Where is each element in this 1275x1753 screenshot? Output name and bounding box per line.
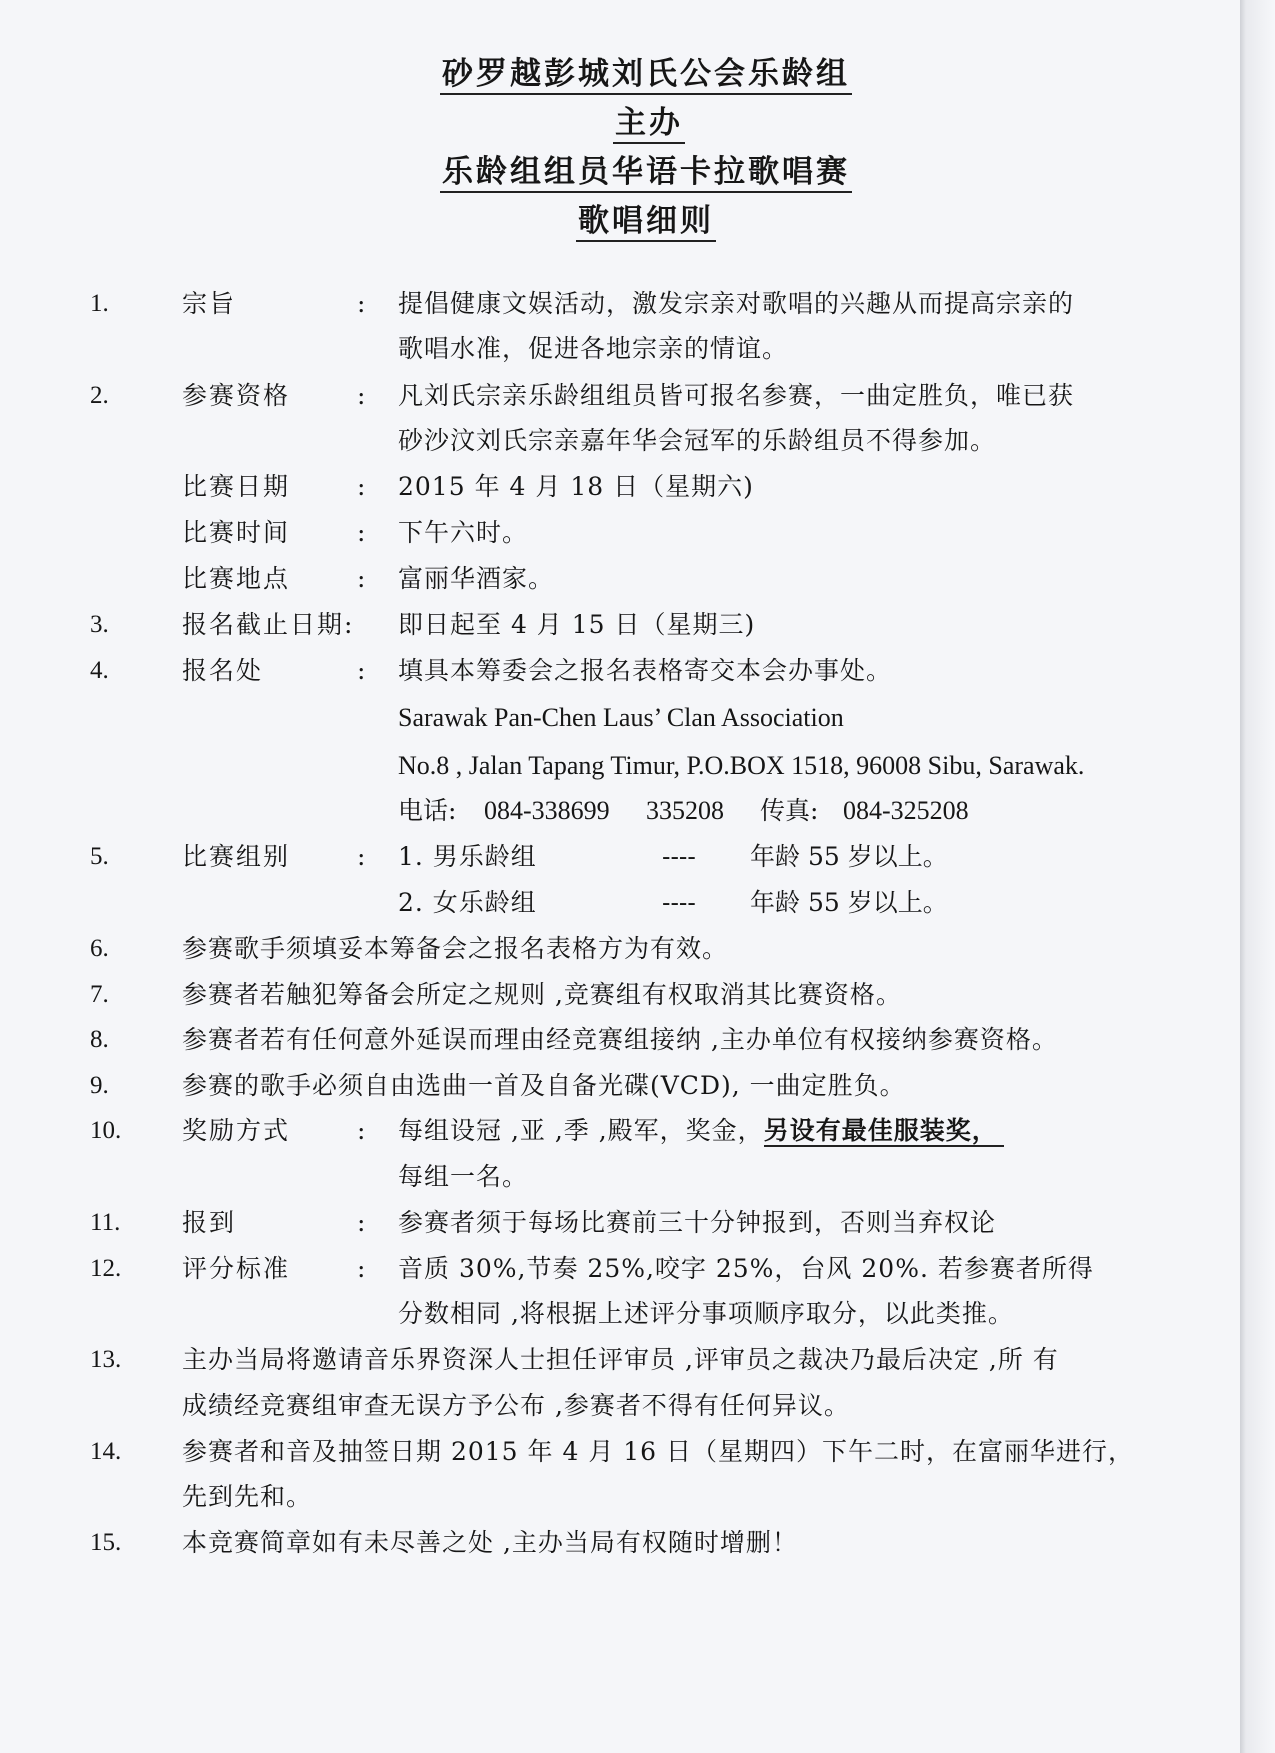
organizer-title: 砂罗越彭城刘氏公会乐龄组 (440, 56, 852, 95)
item-label-registration: 报名处 (182, 656, 264, 685)
category-male-age: 年龄 55 岁以上。 (750, 842, 948, 871)
category-male: 1. 男乐龄组 (398, 842, 537, 871)
item-value-time: 下午六时。 (398, 518, 529, 547)
colon: : (357, 564, 366, 593)
item-label-venue: 比赛地点 (182, 564, 291, 593)
colon: : (357, 289, 366, 318)
category-dash: ---- (662, 842, 696, 871)
fax-label: 传真: (760, 796, 819, 825)
category-female-age: 年龄 55 岁以上。 (750, 888, 948, 917)
item-value-registration: 填具本筹委会之报名表格寄交本会办事处。 (398, 656, 893, 685)
rule-entry-form: 参赛歌手须填妥本筹备会之报名表格方为有效。 (182, 934, 729, 963)
best-costume-award: 另设有最佳服装奖， (764, 1116, 1004, 1147)
awards-text: 每组设冠 ,亚 ,季 ,殿军，奖金， (398, 1116, 764, 1145)
colon: : (357, 1254, 366, 1283)
item-number: 9. (90, 1072, 109, 1099)
item-number: 14. (90, 1438, 122, 1465)
item-label-eligibility: 参赛资格 (182, 381, 291, 410)
item-number: 15. (90, 1529, 122, 1556)
item-label-purpose: 宗旨 (182, 289, 237, 318)
rule-delay: 参赛者若有任何意外延误而理由经竞赛组接纳 ,主办单位有权接纳参赛资格。 (182, 1025, 1058, 1054)
item-number: 4. (90, 657, 109, 684)
item-number: 3. (90, 611, 109, 638)
category-female: 2. 女乐龄组 (398, 888, 537, 917)
rule-amendments: 本竞赛简章如有未尽善之处 ,主办当局有权随时增删！ (182, 1528, 798, 1557)
colon: : (357, 518, 366, 547)
tel-label: 电话: (398, 796, 457, 825)
item-label-date: 比赛日期 (182, 472, 291, 501)
item-number: 7. (90, 981, 109, 1008)
item-value-deadline: 即日起至 4 月 15 日（星期三) (398, 610, 756, 639)
item-number: 11. (90, 1209, 121, 1236)
colon: : (357, 472, 366, 501)
scan-edge-shadow (1240, 0, 1275, 1753)
item-label-awards: 奖励方式 (182, 1116, 291, 1145)
item-label-deadline: 报名截止日期: (182, 610, 355, 639)
item-value-checkin: 参赛者须于每场比赛前三十分钟报到，否则当弃权论 (398, 1208, 997, 1237)
rule-draw-line2: 先到先和。 (182, 1482, 313, 1511)
rules-title: 歌唱细则 (576, 203, 716, 242)
rule-draw-line1: 参赛者和音及抽签日期 2015 年 4 月 16 日（星期四）下午二时，在富丽华进行， (182, 1437, 1135, 1466)
item-number: 5. (90, 843, 109, 870)
tel-number-1: 084-338699 (484, 796, 610, 825)
item-value-eligibility-line2: 砂沙汶刘氏宗亲嘉年华会冠军的乐龄组员不得参加。 (398, 426, 997, 455)
item-value-date: 2015 年 4 月 18 日（星期六) (398, 472, 754, 501)
item-value-venue: 富丽华酒家。 (398, 564, 555, 593)
rule-judges-line1: 主办当局将邀请音乐界资深人士担任评审员 ,评审员之裁决乃最后决定 ,所 有 (182, 1345, 1059, 1374)
item-value-scoring-line1: 音质 30%,节奏 25%,咬字 25%，台风 20%. 若参赛者所得 (398, 1254, 1094, 1283)
item-number: 1. (90, 290, 109, 317)
colon: : (357, 381, 366, 410)
item-number: 13. (90, 1346, 122, 1373)
rule-disqualification: 参赛者若触犯筹备会所定之规则 ,竞赛组有权取消其比赛资格。 (182, 980, 902, 1009)
colon: : (357, 842, 366, 871)
item-value-purpose-line2: 歌唱水准，促进各地宗亲的情谊。 (398, 334, 789, 363)
item-label-categories: 比赛组别 (182, 842, 291, 871)
item-number: 10. (90, 1117, 122, 1144)
item-number: 6. (90, 935, 109, 962)
item-value-purpose-line1: 提倡健康文娱活动，激发宗亲对歌唱的兴趣从而提高宗亲的 (398, 289, 1075, 318)
item-label-time: 比赛时间 (182, 518, 291, 547)
item-value-awards (398, 1113, 1004, 1149)
item-value-eligibility-line1: 凡刘氏宗亲乐龄组组员皆可报名参赛，一曲定胜负，唯已获 (398, 381, 1075, 410)
fax-number: 084-325208 (843, 796, 969, 825)
association-name: Sarawak Pan-Chen Laus’ Clan Association (398, 703, 844, 732)
item-value-scoring-line2: 分数相同 ,将根据上述评分事项顺序取分，以此类推。 (398, 1299, 1014, 1328)
item-value-awards-line2: 每组一名。 (398, 1162, 529, 1191)
colon: : (357, 1116, 366, 1145)
colon: : (357, 656, 366, 685)
event-title: 乐龄组组员华语卡拉歌唱赛 (440, 154, 852, 193)
host-title: 主办 (613, 105, 685, 144)
item-number: 12. (90, 1255, 122, 1282)
association-address: No.8 , Jalan Tapang Timur, P.O.BOX 1518, 96008 Sibu, Sarawak. (398, 751, 1085, 780)
item-label-checkin: 报到 (182, 1208, 237, 1237)
category-dash: ---- (662, 888, 696, 917)
rule-judges-line2: 成绩经竞赛组审查无误方予公布 ,参赛者不得有任何异议。 (182, 1391, 850, 1420)
colon: : (357, 1208, 366, 1237)
rule-song-choice: 参赛的歌手必须自由选曲一首及自备光碟(VCD), 一曲定胜负。 (182, 1071, 906, 1100)
item-number: 8. (90, 1026, 109, 1053)
item-number: 2. (90, 382, 109, 409)
tel-number-2: 335208 (646, 796, 724, 825)
item-label-scoring: 评分标准 (182, 1254, 291, 1283)
